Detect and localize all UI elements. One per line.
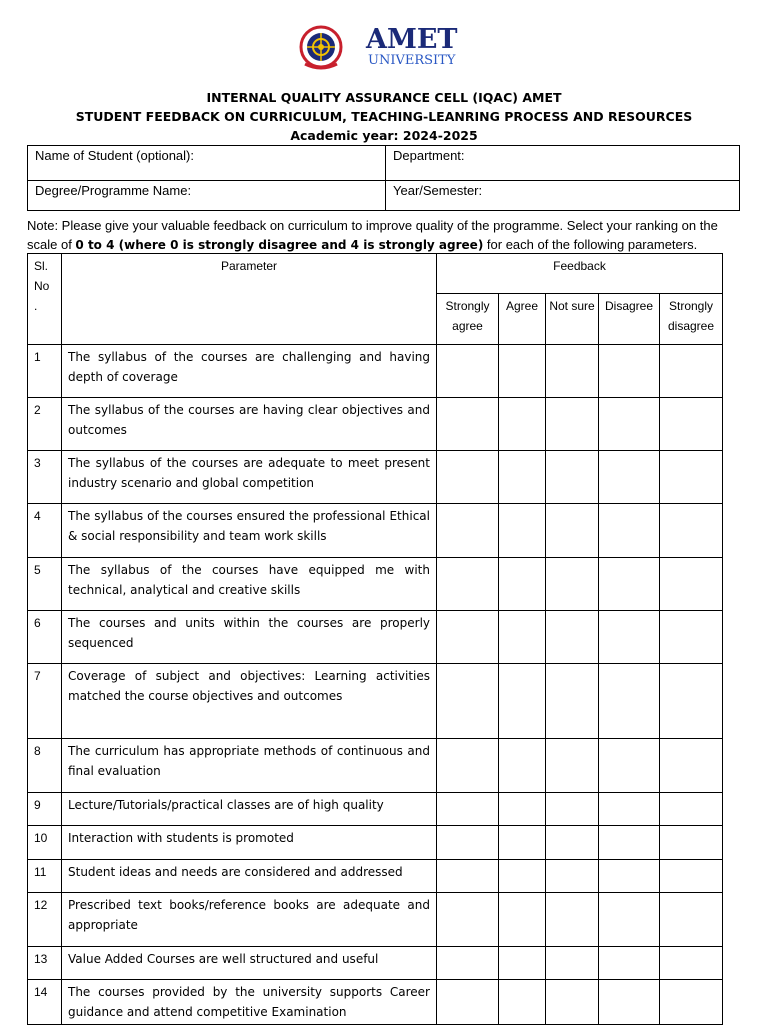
feedback-cell[interactable] bbox=[546, 860, 599, 893]
feedback-cell[interactable] bbox=[437, 451, 499, 504]
feedback-cell[interactable] bbox=[660, 398, 723, 451]
name-of-student-field[interactable]: Name of Student (optional): bbox=[28, 146, 386, 181]
feedback-cell[interactable] bbox=[546, 558, 599, 611]
feedback-cell[interactable] bbox=[599, 558, 660, 611]
row-number: 9 bbox=[28, 793, 62, 826]
feedback-cell[interactable] bbox=[499, 980, 546, 1025]
feedback-cell[interactable] bbox=[437, 893, 499, 947]
feedback-cell[interactable] bbox=[546, 398, 599, 451]
table-row bbox=[28, 860, 723, 893]
feedback-cell[interactable] bbox=[546, 504, 599, 558]
feedback-cell[interactable] bbox=[499, 611, 546, 664]
parameter-text: The syllabus of the courses have equipped me with technical, analytical and creative skills bbox=[62, 558, 437, 611]
feedback-cell[interactable] bbox=[660, 611, 723, 664]
row-number: 6 bbox=[28, 611, 62, 664]
row-number: 4 bbox=[28, 504, 62, 558]
feedback-cell[interactable] bbox=[437, 739, 499, 793]
feedback-cell[interactable] bbox=[660, 980, 723, 1025]
feedback-cell[interactable] bbox=[660, 826, 723, 860]
row-number: 7 bbox=[28, 664, 62, 739]
table-row bbox=[28, 793, 723, 826]
feedback-cell[interactable] bbox=[660, 860, 723, 893]
feedback-cell[interactable] bbox=[599, 398, 660, 451]
parameter-text: Student ideas and needs are considered and addressed bbox=[62, 860, 437, 893]
row-number: 14 bbox=[28, 980, 62, 1025]
feedback-cell[interactable] bbox=[546, 947, 599, 980]
row-number: 1 bbox=[28, 345, 62, 398]
feedback-cell[interactable] bbox=[599, 826, 660, 860]
feedback-cell[interactable] bbox=[546, 893, 599, 947]
row-number: 3 bbox=[28, 451, 62, 504]
option-header: Agree bbox=[499, 294, 546, 345]
logo-subtitle: UNIVERSITY bbox=[368, 53, 456, 68]
option-header: Disagree bbox=[599, 294, 660, 345]
department-field[interactable]: Department: bbox=[386, 146, 740, 181]
table-row bbox=[28, 345, 723, 398]
instruction-note: Note: Please give your valuable feedback on curriculum to improve quality of the programme. Select your ranking on the scale of 0 to 4 (where 0 is strongly disagree and 4 is strongly agree) for each of the following parameters. bbox=[27, 218, 718, 252]
parameter-text: Prescribed text books/reference books are adequate and appropriate bbox=[62, 893, 437, 947]
feedback-cell[interactable] bbox=[660, 947, 723, 980]
row-number: 5 bbox=[28, 558, 62, 611]
table-row bbox=[28, 664, 723, 739]
feedback-cell[interactable] bbox=[499, 739, 546, 793]
table-row bbox=[28, 826, 723, 860]
feedback-cell[interactable] bbox=[499, 793, 546, 826]
ship-wheel-emblem-icon bbox=[301, 27, 341, 68]
feedback-cell[interactable] bbox=[546, 345, 599, 398]
feedback-cell[interactable] bbox=[599, 793, 660, 826]
logo-name: AMET bbox=[366, 24, 458, 55]
row-number: 13 bbox=[28, 947, 62, 980]
feedback-cell[interactable] bbox=[437, 793, 499, 826]
feedback-cell[interactable] bbox=[437, 826, 499, 860]
table-row bbox=[28, 980, 723, 1025]
feedback-cell[interactable] bbox=[437, 558, 499, 611]
parameter-text: The syllabus of the courses are challenging and having depth of coverage bbox=[62, 345, 437, 398]
feedback-cell[interactable] bbox=[599, 504, 660, 558]
feedback-cell[interactable] bbox=[499, 947, 546, 980]
table-row bbox=[28, 947, 723, 980]
row-number: 12 bbox=[28, 893, 62, 947]
feedback-cell[interactable] bbox=[499, 398, 546, 451]
feedback-header: Feedback bbox=[437, 254, 723, 294]
feedback-cell[interactable] bbox=[437, 504, 499, 558]
feedback-cell[interactable] bbox=[437, 860, 499, 893]
heading-iqac: INTERNAL QUALITY ASSURANCE CELL (IQAC) AMET bbox=[206, 90, 562, 105]
heading-feedback-title: STUDENT FEEDBACK ON CURRICULUM, TEACHING-LEANRING PROCESS AND RESOURCES bbox=[75, 109, 693, 124]
option-header: Not sure bbox=[546, 294, 599, 345]
parameter-text: The curriculum has appropriate methods of continuous and final evaluation bbox=[62, 739, 437, 793]
parameter-text: Lecture/Tutorials/practical classes are of high quality bbox=[62, 793, 437, 826]
feedback-cell[interactable] bbox=[660, 345, 723, 398]
feedback-cell[interactable] bbox=[660, 893, 723, 947]
row-number: 11 bbox=[28, 860, 62, 893]
parameter-text: Coverage of subject and objectives: Learning activities matched the course objectives and outcomes bbox=[62, 664, 437, 739]
parameter-text: The syllabus of the courses ensured the professional Ethical & social responsibility and team work skills bbox=[62, 504, 437, 558]
parameter-text: The syllabus of the courses are adequate to meet present industry scenario and global competition bbox=[62, 451, 437, 504]
feedback-cell[interactable] bbox=[546, 826, 599, 860]
feedback-cell[interactable] bbox=[546, 451, 599, 504]
feedback-cell[interactable] bbox=[546, 611, 599, 664]
feedback-cell[interactable] bbox=[546, 739, 599, 793]
feedback-cell[interactable] bbox=[499, 504, 546, 558]
feedback-cell[interactable] bbox=[660, 504, 723, 558]
feedback-cell[interactable] bbox=[437, 345, 499, 398]
feedback-table bbox=[27, 253, 723, 1025]
feedback-cell[interactable] bbox=[437, 611, 499, 664]
feedback-cell[interactable] bbox=[546, 793, 599, 826]
table-row bbox=[28, 893, 723, 947]
feedback-cell[interactable] bbox=[499, 451, 546, 504]
option-header: Strongly disagree bbox=[660, 294, 723, 345]
feedback-cell[interactable] bbox=[660, 451, 723, 504]
row-number: 10 bbox=[28, 826, 62, 860]
degree-programme-field[interactable]: Degree/Programme Name: bbox=[28, 181, 386, 211]
feedback-cell[interactable] bbox=[599, 664, 660, 739]
feedback-cell[interactable] bbox=[599, 451, 660, 504]
table-row bbox=[28, 611, 723, 664]
feedback-cell[interactable] bbox=[499, 664, 546, 739]
feedback-cell[interactable] bbox=[499, 826, 546, 860]
feedback-cell[interactable] bbox=[437, 398, 499, 451]
feedback-cell[interactable] bbox=[499, 860, 546, 893]
parameter-text: The courses and units within the courses are properly sequenced bbox=[62, 611, 437, 664]
row-number: 2 bbox=[28, 398, 62, 451]
feedback-cell[interactable] bbox=[499, 558, 546, 611]
feedback-cell[interactable] bbox=[437, 947, 499, 980]
sl-no-header: Sl. No . bbox=[28, 254, 62, 345]
feedback-cell[interactable] bbox=[660, 793, 723, 826]
feedback-cell[interactable] bbox=[599, 980, 660, 1025]
feedback-cell[interactable] bbox=[499, 345, 546, 398]
parameter-text: Interaction with students is promoted bbox=[62, 826, 437, 860]
feedback-cell[interactable] bbox=[599, 947, 660, 980]
feedback-cell[interactable] bbox=[660, 739, 723, 793]
heading-academic-year: Academic year: 2024-2025 bbox=[290, 128, 478, 143]
feedback-cell[interactable] bbox=[546, 664, 599, 739]
student-info-table bbox=[27, 145, 740, 211]
row-number: 8 bbox=[28, 739, 62, 793]
feedback-cell[interactable] bbox=[499, 893, 546, 947]
parameter-text: The syllabus of the courses are having clear objectives and outcomes bbox=[62, 398, 437, 451]
parameter-header: Parameter bbox=[62, 254, 437, 345]
feedback-cell[interactable] bbox=[437, 664, 499, 739]
table-row bbox=[28, 504, 723, 558]
table-row bbox=[28, 398, 723, 451]
feedback-cell[interactable] bbox=[599, 739, 660, 793]
parameter-text: Value Added Courses are well structured and useful bbox=[62, 947, 437, 980]
feedback-cell[interactable] bbox=[546, 980, 599, 1025]
form-headings bbox=[0, 88, 768, 145]
option-header: Strongly agree bbox=[437, 294, 499, 345]
feedback-cell[interactable] bbox=[599, 860, 660, 893]
table-row bbox=[28, 739, 723, 793]
feedback-cell[interactable] bbox=[599, 893, 660, 947]
scale-description: 0 to 4 (where 0 is strongly disagree and 4 is strongly agree) bbox=[75, 238, 484, 252]
table-row bbox=[28, 558, 723, 611]
feedback-cell[interactable] bbox=[437, 980, 499, 1025]
feedback-cell[interactable] bbox=[599, 611, 660, 664]
year-semester-field[interactable]: Year/Semester: bbox=[386, 181, 740, 211]
amet-university-logo bbox=[296, 24, 476, 74]
table-row bbox=[28, 451, 723, 504]
feedback-cell[interactable] bbox=[599, 345, 660, 398]
feedback-cell[interactable] bbox=[660, 664, 723, 739]
parameter-text: The courses provided by the university supports Career guidance and attend competitive Examination bbox=[62, 980, 437, 1025]
feedback-cell[interactable] bbox=[660, 558, 723, 611]
